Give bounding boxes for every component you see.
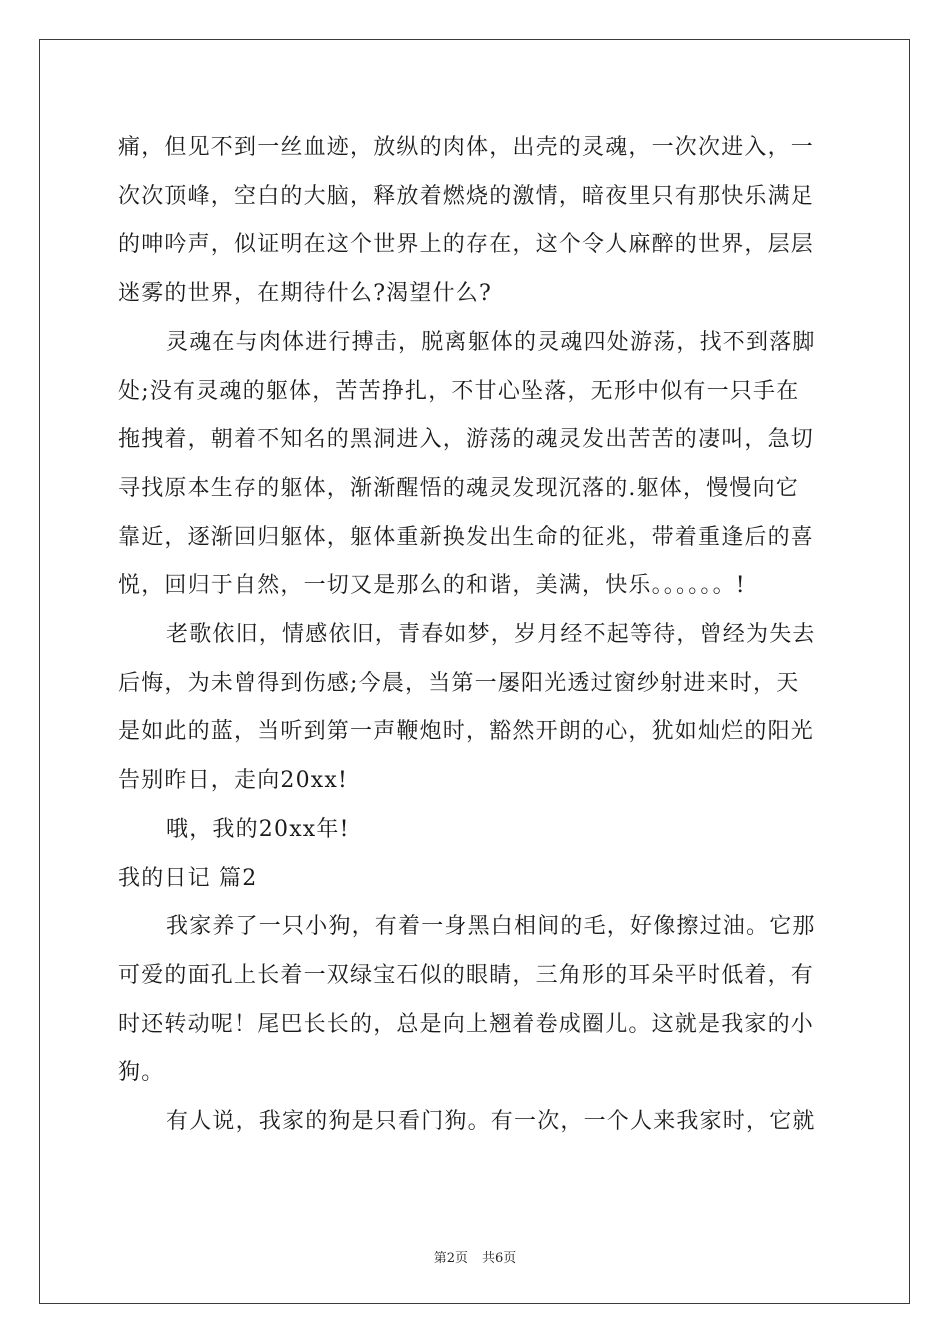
text-line: 狗。 [118,1060,165,1086]
page-total: 共6页 [482,1251,517,1266]
text-line: 寻找原本生存的躯体，渐渐醒悟的魂灵发现沉落的.躯体，慢慢向它 [118,475,799,501]
text-line: 我家养了一只小狗，有着一身黑白相间的毛，好像擦过油。它那 [166,914,816,940]
paragraph-5 [118,903,834,1098]
text-line: 痛，但见不到一丝血迹，放纵的肉体，出壳的灵魂，一次次进入，一 [118,135,815,160]
text-line: 有人说，我家的狗是只看门狗。有一次，一个人来我家时，它就 [166,1109,816,1135]
document-body [118,124,834,1147]
paragraph-3 [118,611,834,806]
text-line: 灵魂在与肉体进行搏击，脱离躯体的灵魂四处游荡，找不到落脚 [166,329,816,355]
paragraph-2 [118,319,834,611]
text-line: 可爱的面孔上长着一双绿宝石似的眼睛，三角形的耳朵平时低着，有 [118,962,815,988]
text-line: 是如此的蓝，当听到第一声鞭炮时，豁然开朗的心，犹如灿烂的阳光 [118,719,815,745]
paragraph-1 [118,124,834,319]
paragraph-6 [118,1098,834,1147]
text-line: 次次顶峰，空白的大脑，释放着燃烧的激情，暗夜里只有那快乐满足 [118,183,815,209]
text-line: 时还转动呢！尾巴长长的，总是向上翘着卷成圈儿。这就是我家的小 [118,1011,815,1037]
text-line: 处;没有灵魂的躯体，苦苦挣扎，不甘心坠落，无形中似有一只手在 [118,378,800,404]
page-footer [0,1247,950,1266]
text-line: 靠近，逐渐回归躯体，躯体重新换发出生命的征兆，带着重逢后的喜 [118,524,815,550]
text-line: 告别昨日，走向20xx! [118,768,349,794]
text-line: 拖拽着，朝着不知名的黑洞进入，游荡的魂灵发出苦苦的凄叫，急切 [118,427,815,453]
text-line: 悦，回归于自然，一切又是那么的和谐，美满，快乐。。。。。。! [118,573,746,599]
paragraph-4 [118,806,834,855]
text-line: 迷雾的世界，在期待什么?渴望什么? [118,281,492,307]
page-number: 第2页 [433,1251,468,1266]
section-heading: 我的日记 篇2 [118,865,258,891]
text-line: 的呻吟声，似证明在这个世界上的存在，这个令人麻醉的世界，层层 [118,232,815,258]
text-line: 哦，我的20xx年! [166,816,350,842]
text-line: 老歌依旧，情感依旧，青春如梦，岁月经不起等待，曾经为失去 [166,622,816,648]
text-line: 后悔，为未曾得到伤感;今晨，当第一屡阳光透过窗纱射进来时，天 [118,670,800,696]
